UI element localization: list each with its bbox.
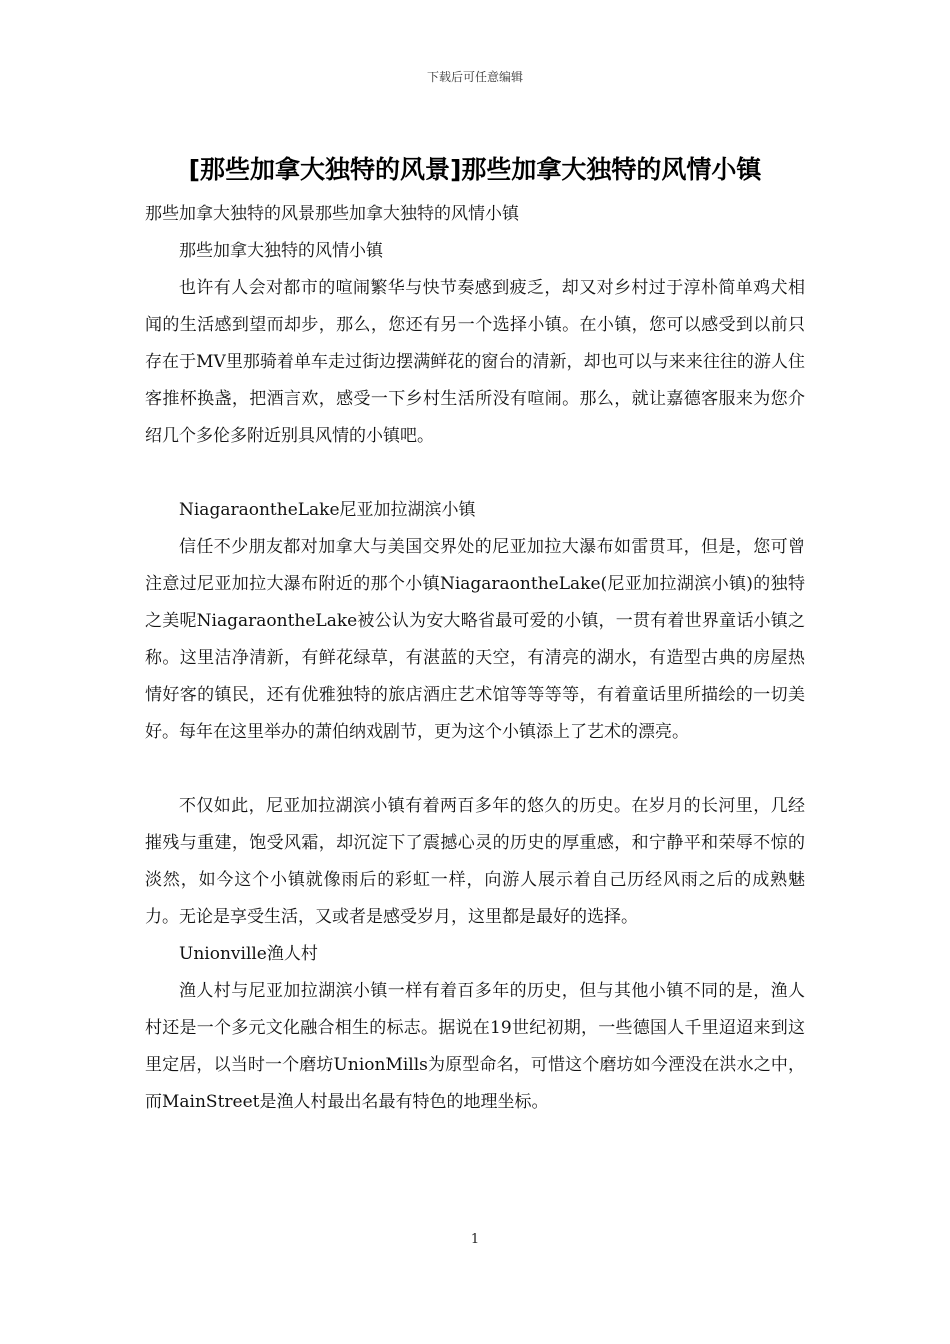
paragraph-unionville: 渔人村与尼亚加拉湖滨小镇一样有着百多年的历史，但与其他小镇不同的是，渔人村还是一个多元文化融合相生的标志。据说在19世纪初期，一些德国人千里迢迢来到这里定居，以当时一个磨坊UnionMills为原型命名，可惜这个磨坊如今湮没在洪水之中，而MainStreet是渔人村最出名最有特色的地理坐标。	[145, 981, 805, 1112]
section-heading-intro: 那些加拿大独特的风情小镇	[179, 241, 383, 261]
document-title: [那些加拿大独特的风景]那些加拿大独特的风情小镇	[188, 155, 762, 184]
page-number: 1	[470, 1232, 480, 1247]
subtitle-line: 那些加拿大独特的风景那些加拿大独特的风情小镇	[145, 204, 519, 224]
paragraph-gap	[145, 455, 805, 492]
paragraph-intro: 也许有人会对都市的喧闹繁华与快节奏感到疲乏，却又对乡村过于淳朴简单鸡犬相闻的生活感到望而却步，那么，您还有另一个选择小镇。在小镇，您可以感受到以前只存在于MV里那骑着单车走过街边摆满鲜花的窗台的清新，却也可以与来来往往的游人住客推杯换盏，把酒言欢，感受一下乡村生活所没有喧闹。那么，就让嘉德客服来为您介绍几个多伦多附近别具风情的小镇吧。	[145, 278, 805, 446]
paragraph-niagara: 信任不少朋友都对加拿大与美国交界处的尼亚加拉大瀑布如雷贯耳，但是，您可曾注意过尼亚加拉大瀑布附近的那个小镇NiagaraontheLake(尼亚加拉湖滨小镇)的独特之美呢NiagaraontheLake被公认为安大略省最可爱的小镇，一贯有着世界童话小镇之称。这里洁净清新，有鲜花绿草，有湛蓝的天空，有清亮的湖水，有造型古典的房屋热情好客的镇民，还有优雅独特的旅店酒庄艺术馆等等等等，有着童话里所描绘的一切美好。每年在这里举办的萧伯纳戏剧节，更为这个小镇添上了艺术的漂亮。	[145, 537, 805, 742]
section-heading-niagara: NiagaraontheLake尼亚加拉湖滨小镇	[179, 500, 476, 520]
page-header: 下载后可任意编辑	[426, 70, 523, 84]
section-heading-unionville: Unionville渔人村	[179, 944, 318, 964]
paragraph-gap	[145, 751, 805, 788]
document-body	[145, 196, 805, 1121]
paragraph-niagara-history: 不仅如此，尼亚加拉湖滨小镇有着两百多年的悠久的历史。在岁月的长河里，几经摧残与重建，饱受风霜，却沉淀下了震撼心灵的历史的厚重感，和宁静平和荣辱不惊的淡然，如今这个小镇就像雨后的彩虹一样，向游人展示着自己历经风雨之后的成熟魅力。无论是享受生活，又或者是感受岁月，这里都是最好的选择。	[145, 796, 805, 927]
